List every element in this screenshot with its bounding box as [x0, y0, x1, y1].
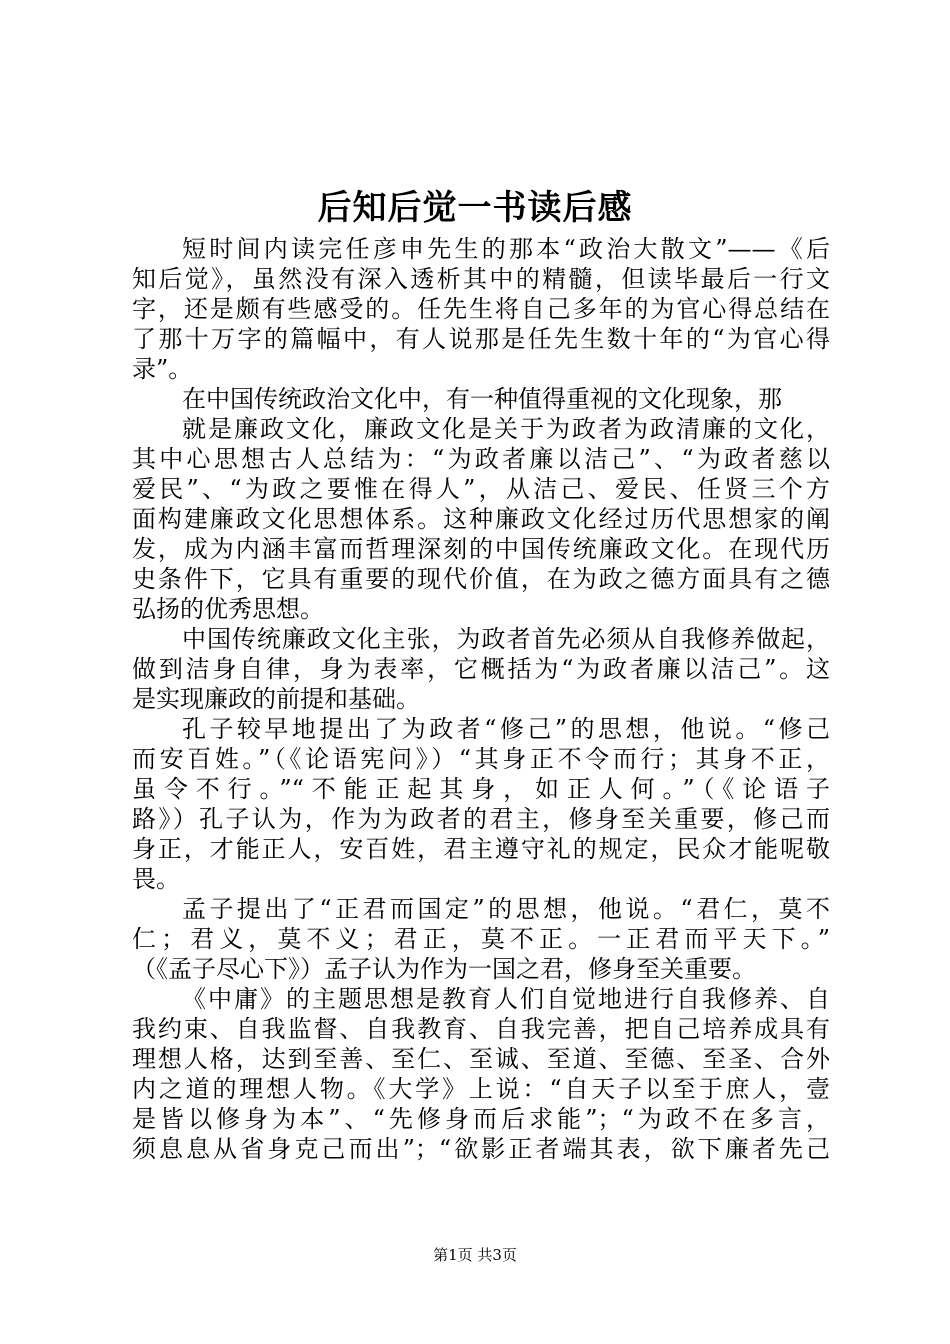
- text-line: 面构建廉政文化思想体系。这种廉政文化经过历代思想家的阐: [132, 505, 830, 533]
- text-line: 孔子较早地提出了为政者“修己”的思想，他说。“修己: [182, 715, 830, 743]
- text-line: 就是廉政文化，廉政文化是关于为政者为政清廉的文化，: [182, 415, 830, 443]
- text-line: 史条件下，它具有重要的现代价值，在为政之德方面具有之德: [132, 565, 830, 593]
- text-line: 理想人格，达到至善、至仁、至诚、至道、至德、至圣、合外: [132, 1045, 830, 1073]
- page-footer: 第1页 共3页: [433, 1246, 517, 1264]
- text-line: 了那十万字的篇幅中，有人说那是任先生数十年的“为官心得: [132, 325, 830, 353]
- text-line: 路》）孔子认为，作为为政者的君主，修身至关重要，修己而: [132, 805, 830, 833]
- text-line: 知后觉》，虽然没有深入透析其中的精髓，但读毕最后一行文: [132, 265, 830, 293]
- text-line: 短时间内读完任彦申先生的那本“政治大散文”——《后: [182, 235, 830, 263]
- text-line: 虽令不行。”“不能正起其身，如正人何。”（《论语子: [132, 775, 830, 803]
- text-line: 畏。: [132, 865, 180, 893]
- text-line: 在中国传统政治文化中，有一种值得重视的文化现象，那: [182, 385, 782, 413]
- text-line: 仁；君义，莫不义；君正，莫不正。一正君而平天下。”: [132, 925, 830, 953]
- text-line: 孟子提出了“正君而国定”的思想，他说。“君仁，莫不: [182, 895, 830, 923]
- document-body: [132, 234, 830, 1164]
- text-line: 其中心思想古人总结为：“为政者廉以洁己”、“为政者慈以: [132, 445, 830, 473]
- text-line: 是实现廉政的前提和基础。: [132, 685, 420, 713]
- text-line: 爱民”、“为政之要惟在得人”，从洁己、爱民、任贤三个方: [132, 475, 830, 503]
- text-line: 须息息从省身克己而出”；“欲影正者端其表，欲下廉者先己: [132, 1135, 830, 1163]
- text-line: 弘扬的优秀思想。: [132, 595, 324, 623]
- text-line: 做到洁身自律，身为表率，它概括为“为政者廉以洁己”。这: [132, 655, 830, 683]
- text-line: 内之道的理想人物。《大学》上说：“自天子以至于庶人，壹: [132, 1075, 830, 1103]
- text-line: 录”。: [132, 355, 193, 383]
- text-line: 我约束、自我监督、自我教育、自我完善，把自己培养成具有: [132, 1015, 830, 1043]
- text-line: （《孟子尽心下》）孟子认为作为一国之君，修身至关重要。: [132, 955, 756, 983]
- text-line: 而安百姓。”（《论语宪问》）“其身正不令而行；其身不正，: [132, 745, 830, 773]
- text-line: 字，还是颇有些感受的。任先生将自己多年的为官心得总结在: [132, 295, 830, 323]
- text-line: 是皆以修身为本”、“先修身而后求能”；“为政不在多言，: [132, 1105, 830, 1133]
- text-line: 《中庸》的主题思想是教育人们自觉地进行自我修养、自: [182, 985, 830, 1013]
- text-line: 身正，才能正人，安百姓，君主遵守礼的规定，民众才能呢敬: [132, 835, 830, 863]
- text-line: 中国传统廉政文化主张，为政者首先必须从自我修养做起，: [182, 625, 830, 653]
- text-line: 发，成为内涵丰富而哲理深刻的中国传统廉政文化。在现代历: [132, 535, 830, 563]
- document-title: 后知后觉一书读后感: [317, 188, 633, 228]
